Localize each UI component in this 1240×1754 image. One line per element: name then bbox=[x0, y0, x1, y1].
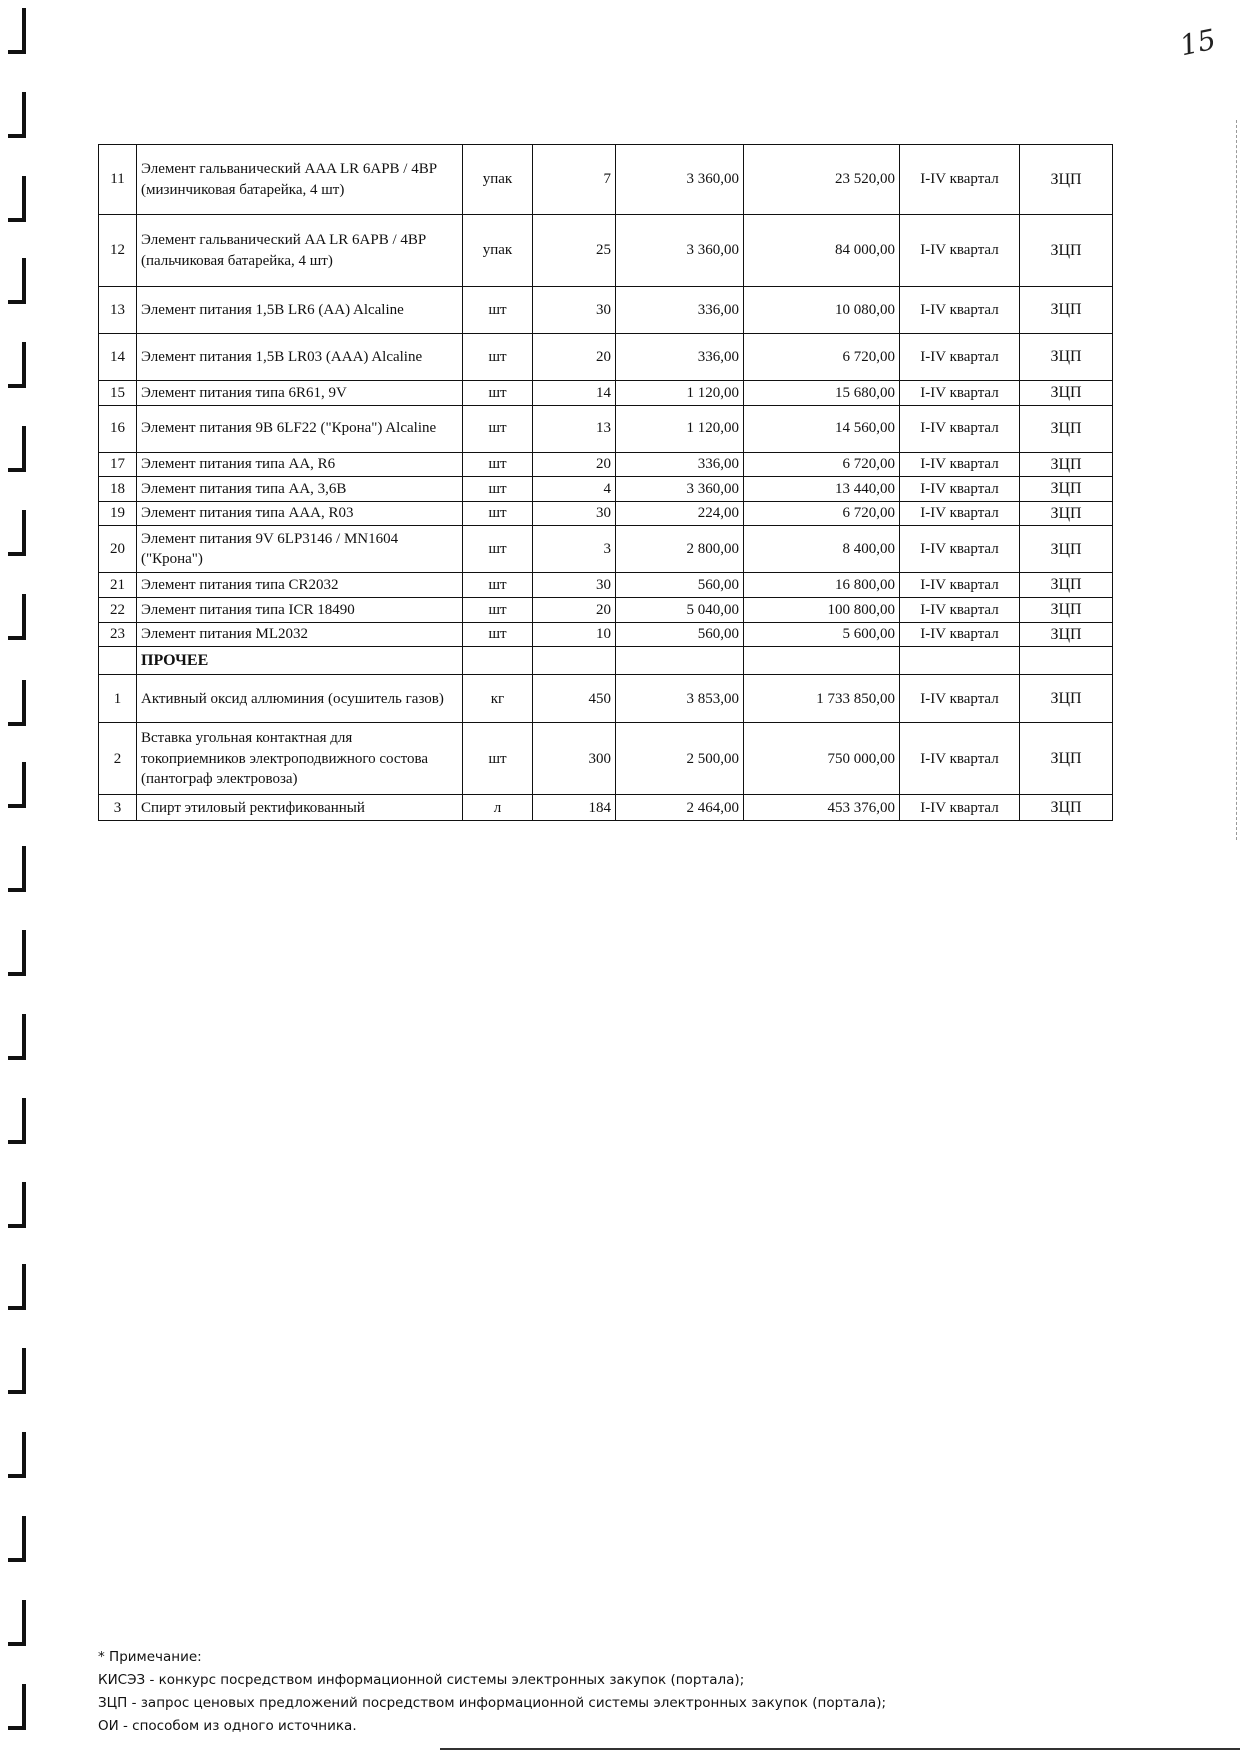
cell-sum: 750 000,00 bbox=[744, 723, 900, 795]
cell-num: 1 bbox=[99, 675, 137, 723]
cell-sum: 6 720,00 bbox=[744, 452, 900, 477]
cell-unit: шт bbox=[463, 573, 533, 598]
table-row bbox=[99, 405, 1113, 452]
cell-name: Элемент питания типа AAA, R03 bbox=[137, 501, 463, 526]
cell-method: ЗЦП bbox=[1020, 573, 1113, 598]
table-row bbox=[99, 287, 1113, 334]
cell-period: I-IV квартал bbox=[900, 795, 1020, 821]
cell-qty: 30 bbox=[533, 573, 616, 598]
cell-name: Элемент гальванический AA LR 6APB / 4BP (пальчиковая батарейка, 4 шт) bbox=[137, 215, 463, 287]
cell-method: ЗЦП bbox=[1020, 526, 1113, 573]
empty-cell bbox=[616, 647, 744, 675]
cell-sum: 23 520,00 bbox=[744, 145, 900, 215]
cell-num: 19 bbox=[99, 501, 137, 526]
cell-qty: 20 bbox=[533, 597, 616, 622]
cell-price: 560,00 bbox=[616, 622, 744, 647]
table-row bbox=[99, 477, 1113, 502]
footnote-line: ОИ - способом из одного источника. bbox=[98, 1718, 357, 1734]
cell-qty: 10 bbox=[533, 622, 616, 647]
cell-method: ЗЦП bbox=[1020, 145, 1113, 215]
cell-num: 12 bbox=[99, 215, 137, 287]
cell-name: Элемент питания типа AA, R6 bbox=[137, 452, 463, 477]
cell-period: I-IV квартал bbox=[900, 215, 1020, 287]
table-row bbox=[99, 795, 1113, 821]
footnote-line: ЗЦП - запрос ценовых предложений посредством информационной системы электронных закупок (портала); bbox=[98, 1695, 887, 1711]
cell-sum: 16 800,00 bbox=[744, 573, 900, 598]
cell-unit: шт bbox=[463, 526, 533, 573]
cell-unit: шт bbox=[463, 287, 533, 334]
cell-name: Спирт этиловый ректификованный bbox=[137, 795, 463, 821]
empty-cell bbox=[463, 647, 533, 675]
cell-qty: 4 bbox=[533, 477, 616, 502]
cell-period: I-IV квартал bbox=[900, 145, 1020, 215]
cell-qty: 300 bbox=[533, 723, 616, 795]
table-row bbox=[99, 526, 1113, 573]
table-row bbox=[99, 723, 1113, 795]
cell-price: 3 360,00 bbox=[616, 145, 744, 215]
cell-period: I-IV квартал bbox=[900, 501, 1020, 526]
cell-period: I-IV квартал bbox=[900, 597, 1020, 622]
table-row bbox=[99, 675, 1113, 723]
cell-unit: шт bbox=[463, 381, 533, 406]
cell-method: ЗЦП bbox=[1020, 597, 1113, 622]
footnote-line: КИСЭЗ - конкурс посредством информационной системы электронных закупок (портала); bbox=[98, 1672, 745, 1688]
section-row bbox=[99, 647, 1113, 675]
cell-unit: шт bbox=[463, 622, 533, 647]
cell-qty: 30 bbox=[533, 501, 616, 526]
cell-name: Элемент питания 1,5В LR6 (AA) Alcaline bbox=[137, 287, 463, 334]
cell-price: 1 120,00 bbox=[616, 405, 744, 452]
table-row bbox=[99, 597, 1113, 622]
cell-period: I-IV квартал bbox=[900, 477, 1020, 502]
cell-period: I-IV квартал bbox=[900, 622, 1020, 647]
cell-unit: шт bbox=[463, 334, 533, 381]
cell-num: 23 bbox=[99, 622, 137, 647]
cell-unit: шт bbox=[463, 452, 533, 477]
binding-holes bbox=[0, 0, 40, 1754]
cell-num: 14 bbox=[99, 334, 137, 381]
cell-period: I-IV квартал bbox=[900, 723, 1020, 795]
cell-name: Элемент питания 9V 6LP3146 / MN1604 ("Крона") bbox=[137, 526, 463, 573]
cell-sum: 8 400,00 bbox=[744, 526, 900, 573]
cell-method: ЗЦП bbox=[1020, 381, 1113, 406]
cell-name: Активный оксид аллюминия (осушитель газов) bbox=[137, 675, 463, 723]
cell-unit: упак bbox=[463, 215, 533, 287]
cell-method: ЗЦП bbox=[1020, 452, 1113, 477]
cell-name: Элемент питания типа ICR 18490 bbox=[137, 597, 463, 622]
cell-period: I-IV квартал bbox=[900, 675, 1020, 723]
footnote bbox=[98, 1646, 886, 1738]
procurement-table bbox=[98, 144, 1113, 821]
table-row bbox=[99, 501, 1113, 526]
cell-qty: 3 bbox=[533, 526, 616, 573]
table-row bbox=[99, 622, 1113, 647]
cell-name: Элемент питания 9В 6LF22 ("Крона") Alcaline bbox=[137, 405, 463, 452]
cell-sum: 5 600,00 bbox=[744, 622, 900, 647]
cell-period: I-IV квартал bbox=[900, 334, 1020, 381]
cell-price: 336,00 bbox=[616, 334, 744, 381]
cell-price: 336,00 bbox=[616, 287, 744, 334]
table-body bbox=[99, 145, 1113, 821]
cell-qty: 30 bbox=[533, 287, 616, 334]
cell-price: 5 040,00 bbox=[616, 597, 744, 622]
cell-method: ЗЦП bbox=[1020, 215, 1113, 287]
cell-num: 17 bbox=[99, 452, 137, 477]
cell-method: ЗЦП bbox=[1020, 334, 1113, 381]
cell-qty: 450 bbox=[533, 675, 616, 723]
cell-period: I-IV квартал bbox=[900, 526, 1020, 573]
empty-cell bbox=[99, 647, 137, 675]
cell-unit: л bbox=[463, 795, 533, 821]
cell-price: 3 360,00 bbox=[616, 477, 744, 502]
cell-sum: 1 733 850,00 bbox=[744, 675, 900, 723]
cell-price: 1 120,00 bbox=[616, 381, 744, 406]
cell-name: Элемент питания типа CR2032 bbox=[137, 573, 463, 598]
empty-cell bbox=[744, 647, 900, 675]
cell-price: 2 800,00 bbox=[616, 526, 744, 573]
cell-sum: 100 800,00 bbox=[744, 597, 900, 622]
table-row bbox=[99, 145, 1113, 215]
cell-num: 3 bbox=[99, 795, 137, 821]
cell-unit: шт bbox=[463, 405, 533, 452]
cell-qty: 13 bbox=[533, 405, 616, 452]
cell-num: 21 bbox=[99, 573, 137, 598]
cell-sum: 84 000,00 bbox=[744, 215, 900, 287]
cell-price: 336,00 bbox=[616, 452, 744, 477]
cell-num: 20 bbox=[99, 526, 137, 573]
cell-price: 2 464,00 bbox=[616, 795, 744, 821]
cell-sum: 14 560,00 bbox=[744, 405, 900, 452]
cell-price: 224,00 bbox=[616, 501, 744, 526]
cell-period: I-IV квартал bbox=[900, 287, 1020, 334]
cell-name: Элемент питания типа AA, 3,6В bbox=[137, 477, 463, 502]
cell-price: 3 853,00 bbox=[616, 675, 744, 723]
cell-sum: 6 720,00 bbox=[744, 334, 900, 381]
cell-sum: 10 080,00 bbox=[744, 287, 900, 334]
cell-sum: 453 376,00 bbox=[744, 795, 900, 821]
cell-name: Вставка угольная контактная для токоприемников электроподвижного состова (пантограф электровоза) bbox=[137, 723, 463, 795]
cell-name: Элемент гальванический AAA LR 6APB / 4BP (мизинчиковая батарейка, 4 шт) bbox=[137, 145, 463, 215]
cell-period: I-IV квартал bbox=[900, 405, 1020, 452]
cell-unit: упак bbox=[463, 145, 533, 215]
cell-name: Элемент питания типа 6R61, 9V bbox=[137, 381, 463, 406]
cell-qty: 14 bbox=[533, 381, 616, 406]
cell-method: ЗЦП bbox=[1020, 287, 1113, 334]
table-row bbox=[99, 573, 1113, 598]
empty-cell bbox=[1020, 647, 1113, 675]
cell-period: I-IV квартал bbox=[900, 573, 1020, 598]
cell-num: 13 bbox=[99, 287, 137, 334]
empty-cell bbox=[533, 647, 616, 675]
cell-unit: шт bbox=[463, 723, 533, 795]
cell-method: ЗЦП bbox=[1020, 501, 1113, 526]
cell-qty: 20 bbox=[533, 334, 616, 381]
section-title: ПРОЧЕЕ bbox=[137, 647, 463, 675]
cell-unit: шт bbox=[463, 477, 533, 502]
cell-method: ЗЦП bbox=[1020, 795, 1113, 821]
cell-price: 2 500,00 bbox=[616, 723, 744, 795]
cell-qty: 7 bbox=[533, 145, 616, 215]
table-row bbox=[99, 215, 1113, 287]
cell-num: 11 bbox=[99, 145, 137, 215]
bottom-rule bbox=[440, 1748, 1240, 1750]
cell-num: 15 bbox=[99, 381, 137, 406]
empty-cell bbox=[900, 647, 1020, 675]
cell-qty: 184 bbox=[533, 795, 616, 821]
cell-price: 560,00 bbox=[616, 573, 744, 598]
cell-num: 18 bbox=[99, 477, 137, 502]
cell-sum: 6 720,00 bbox=[744, 501, 900, 526]
cell-num: 2 bbox=[99, 723, 137, 795]
cell-num: 16 bbox=[99, 405, 137, 452]
cell-name: Элемент питания 1,5В LR03 (AAA) Alcaline bbox=[137, 334, 463, 381]
cell-unit: кг bbox=[463, 675, 533, 723]
cell-method: ЗЦП bbox=[1020, 477, 1113, 502]
cell-sum: 15 680,00 bbox=[744, 381, 900, 406]
table-row bbox=[99, 381, 1113, 406]
cell-method: ЗЦП bbox=[1020, 405, 1113, 452]
cell-unit: шт bbox=[463, 597, 533, 622]
cell-method: ЗЦП bbox=[1020, 622, 1113, 647]
table-row bbox=[99, 334, 1113, 381]
cell-qty: 25 bbox=[533, 215, 616, 287]
cell-unit: шт bbox=[463, 501, 533, 526]
cell-qty: 20 bbox=[533, 452, 616, 477]
cell-name: Элемент питания ML2032 bbox=[137, 622, 463, 647]
scan-edge bbox=[1236, 120, 1238, 840]
cell-period: I-IV квартал bbox=[900, 381, 1020, 406]
cell-price: 3 360,00 bbox=[616, 215, 744, 287]
footnote-title: * Примечание: bbox=[98, 1649, 202, 1665]
cell-sum: 13 440,00 bbox=[744, 477, 900, 502]
cell-period: I-IV квартал bbox=[900, 452, 1020, 477]
cell-method: ЗЦП bbox=[1020, 723, 1113, 795]
cell-method: ЗЦП bbox=[1020, 675, 1113, 723]
cell-num: 22 bbox=[99, 597, 137, 622]
page-number: 15 bbox=[1176, 22, 1219, 63]
table-row bbox=[99, 452, 1113, 477]
